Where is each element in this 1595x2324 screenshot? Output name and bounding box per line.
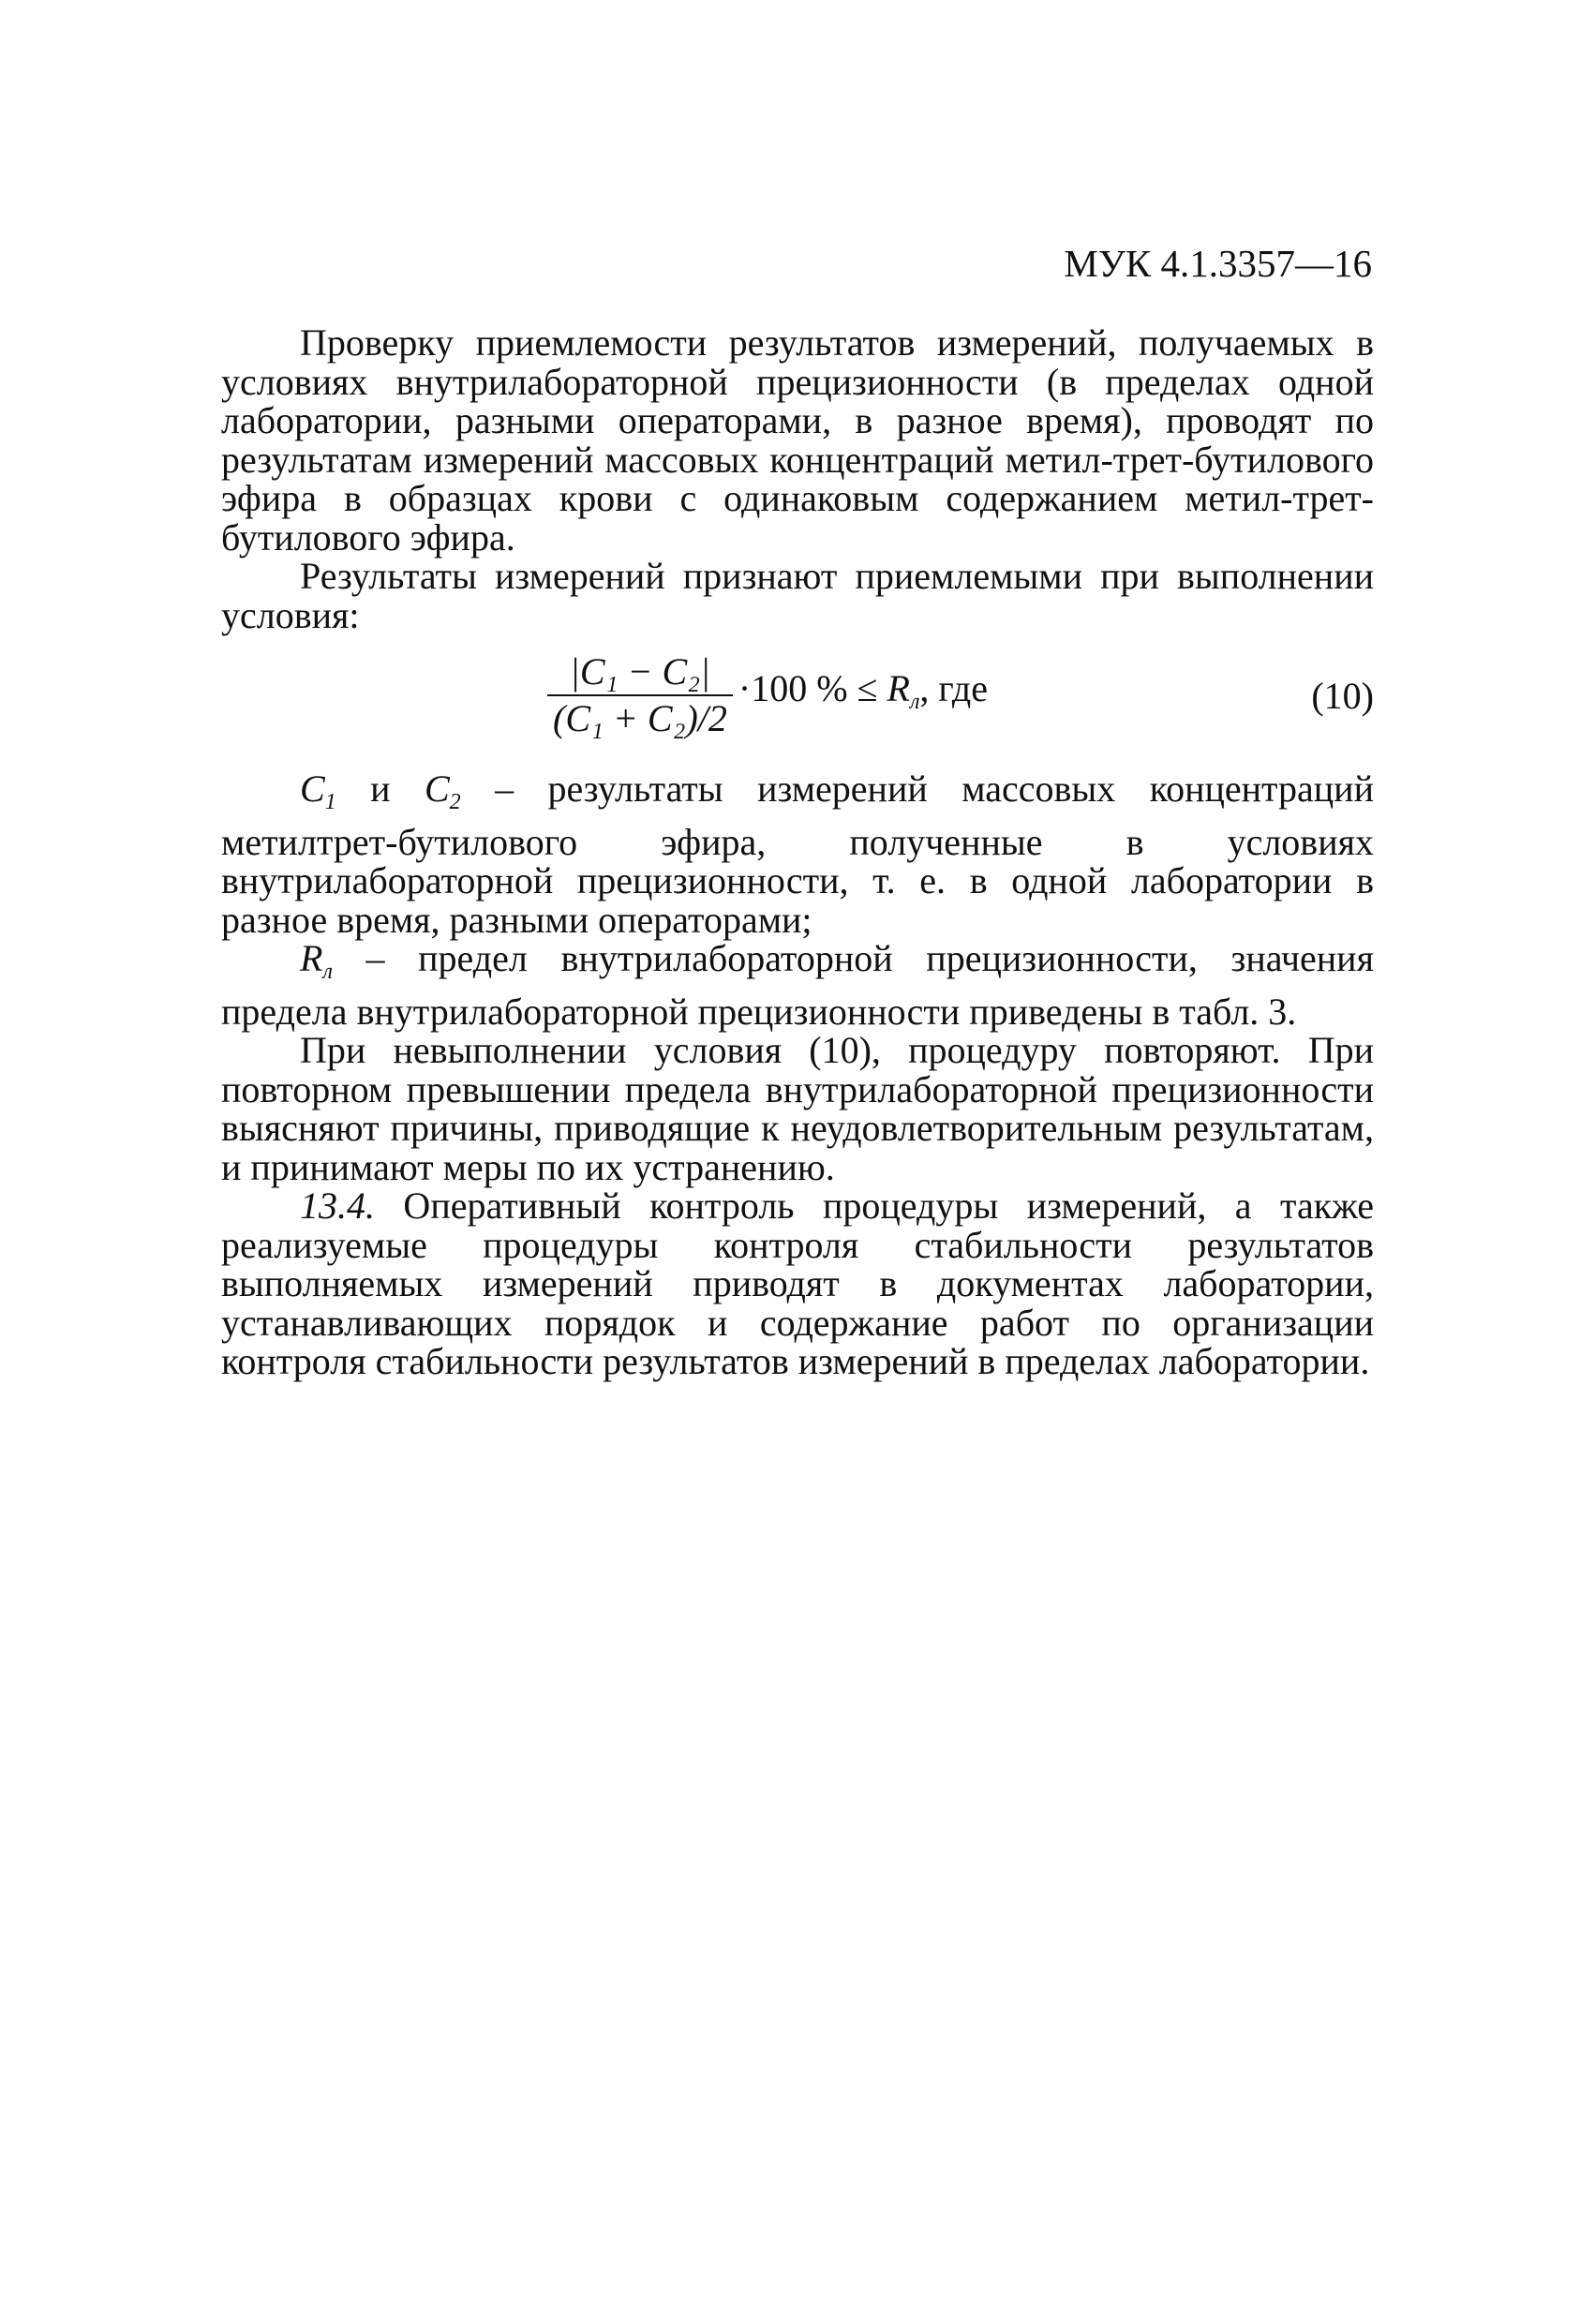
symbol-c1: C [300, 767, 325, 810]
formula-denominator: (C₁ + C₂)/2 [553, 697, 727, 739]
symbol-r: R [300, 937, 323, 979]
paragraph-c1-c2-definition [221, 769, 1374, 939]
section-number: 13.4. [300, 1184, 375, 1227]
formula-expression [547, 649, 988, 741]
formula-block [221, 649, 1374, 741]
formula-numerator: |C₁ − C₂| [569, 650, 711, 693]
c1-c2-definition-text: – результаты измерений массовых концентраций метилтрет-бутилового эфира, полученные в условиях внутрилабораторной прецизионности, т. е. в одной лаборатории в разное время, разными операторами; [221, 767, 1374, 941]
formula-rhs-symbol: R [887, 666, 910, 709]
section-13-4-text: Оперативный контроль процедуры измерений, а также реализуемые процедуры контроля стабильности результатов выполняемых измерений приводят в документах лаборатории, устанавливающих порядок и содержание работ по организации контроля стабильности результатов измерений в пределах лаборатории. [221, 1184, 1374, 1382]
symbol-c2: C [424, 767, 450, 810]
paragraph-section-13-4 [221, 1186, 1374, 1381]
rl-definition-text: – предел внутрилабораторной прецизионности, значения предела внутрилабораторной прецизионности приведены в табл. 3. [221, 937, 1374, 1033]
document-code-header: МУК 4.1.3357—16 [1064, 242, 1372, 285]
paragraph-acceptability-check: Проверку приемлемости результатов измерений, получаемых в условиях внутрилабораторной прецизионности (в пределах одной лаборатории, разными операторами, в разное время), проводят по результатам измерений массовых концентраций метил-трет-бутилового эфира в образцах крови с одинаковым содержанием метил-трет-бутилового эфира. [221, 321, 1374, 559]
formula-multiplier: ·100 % ≤ [738, 666, 887, 709]
formula-fraction [547, 651, 733, 739]
formula-rhs [738, 666, 988, 723]
formula-suffix: , где [919, 666, 988, 709]
equation-number: (10) [1311, 675, 1374, 717]
document-body [221, 323, 1374, 1381]
symbol-r-subscript: л [322, 960, 333, 984]
paragraph-repeat-procedure: При невыполнении условия (10), процедуру повторяют. При повторном превышении предела внутрилабораторной прецизионности выясняют причины, приводящие к неудовлетворительным результатам, и принимают меры по их устранению. [221, 1029, 1374, 1188]
paragraph-condition-intro: Результаты измерений признают приемлемыми при выполнении условия: [221, 555, 1374, 636]
symbol-c1-subscript: 1 [324, 790, 336, 814]
formula-rhs-subscript: л [909, 689, 920, 714]
paragraph-rl-definition [221, 939, 1374, 1031]
symbol-c2-subscript: 2 [449, 790, 461, 814]
conjunction-and: и [335, 767, 425, 810]
